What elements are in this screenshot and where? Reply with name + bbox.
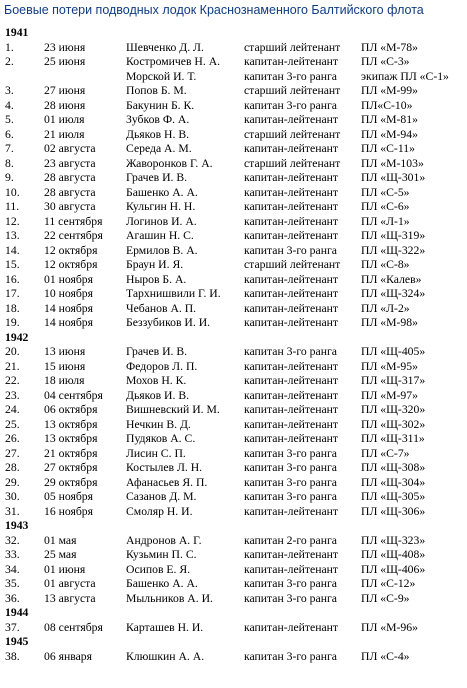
- submarine-name: ПЛ «Л-2»: [361, 301, 410, 315]
- table-row: [5, 432, 465, 447]
- commander-rank: капитан 3-го ранга: [244, 69, 337, 83]
- commander-name: Ермилов В. А.: [126, 243, 198, 257]
- commander-name: Костылев Л. Н.: [126, 461, 203, 474]
- table-row: [5, 418, 465, 433]
- table-row: [5, 650, 465, 665]
- table-row: [5, 215, 465, 230]
- commander-rank: капитан 3-го ранга: [244, 243, 337, 257]
- submarine-name: ПЛ «С-8»: [361, 258, 410, 271]
- commander-name: Грачев И. В.: [126, 171, 188, 184]
- table-row: [5, 374, 465, 389]
- table-row: [5, 360, 465, 375]
- row-number: 7.: [5, 142, 14, 155]
- submarine-name: ПЛ «М-81»: [361, 113, 418, 126]
- loss-date: 01 июля: [44, 113, 85, 126]
- submarine-name: ПЛ «Щ-306»: [361, 504, 426, 518]
- commander-rank: капитан 3-го ранга: [244, 490, 337, 503]
- commander-name: Костромичев Н. А.: [126, 55, 221, 68]
- table-row: [5, 316, 465, 331]
- submarine-name: ПЛ «С-7»: [361, 446, 410, 460]
- row-number: 19.: [5, 316, 20, 329]
- commander-rank: капитан-лейтенант: [244, 229, 339, 242]
- commander-name: Осипов Е. Я.: [126, 562, 191, 576]
- submarine-name: ПЛ «Щ-317»: [361, 374, 426, 387]
- row-number: 6.: [5, 127, 14, 141]
- loss-date: 12 октября: [44, 258, 98, 271]
- loss-date: 06 октября: [44, 403, 98, 416]
- submarine-name: ПЛ «М-95»: [361, 359, 418, 373]
- loss-date: 05 ноября: [44, 490, 94, 503]
- row-number: 22.: [5, 374, 20, 387]
- table-row: [5, 447, 465, 462]
- row-number: 29.: [5, 475, 20, 489]
- submarine-name: ПЛ «С-3»: [361, 55, 410, 68]
- year-heading: 1944: [5, 606, 29, 619]
- loss-date: 29 октября: [44, 475, 98, 489]
- submarine-name: ПЛ «М-94»: [361, 127, 418, 141]
- submarine-name: ПЛ «Щ-324»: [361, 287, 426, 300]
- loss-date: 15 июня: [44, 359, 86, 373]
- commander-name: Клюшкин А. А.: [126, 649, 205, 663]
- row-number: 36.: [5, 591, 20, 605]
- submarine-name: ПЛ «Щ-305»: [361, 490, 426, 503]
- table-row: [5, 84, 465, 99]
- commander-name: Федоров Л. П.: [126, 359, 198, 373]
- commander-name: Тархнишвили Г. И.: [126, 287, 221, 300]
- commander-name: Лисин С. П.: [126, 446, 186, 460]
- loss-date: 01 мая: [44, 533, 77, 547]
- losses-table: [5, 26, 465, 664]
- row-number: 35.: [5, 577, 20, 590]
- table-row: [5, 403, 465, 418]
- commander-name: Жаворонков Г. А.: [126, 156, 213, 170]
- row-number: 15.: [5, 258, 20, 271]
- table-row: [5, 99, 465, 114]
- loss-date: 28 августа: [44, 171, 96, 184]
- commander-name: Беззубиков И. И.: [126, 316, 211, 329]
- loss-date: 21 июля: [44, 127, 85, 141]
- submarine-name: ПЛ «Щ-322»: [361, 243, 426, 257]
- loss-date: 25 июня: [44, 55, 86, 68]
- commander-name: Кульгин Н. Н.: [126, 200, 196, 213]
- commander-name: Башенко А. А.: [126, 185, 198, 199]
- commander-rank: капитан-лейтенант: [244, 374, 339, 387]
- row-number: 5.: [5, 113, 14, 126]
- commander-rank: капитан 3-го ранга: [244, 446, 337, 460]
- loss-date: 08 сентября: [44, 620, 103, 634]
- commander-rank: капитан-лейтенант: [244, 55, 339, 68]
- row-number: 23.: [5, 388, 20, 402]
- loss-date: 01 августа: [44, 577, 96, 590]
- commander-name: Кузьмин П. С.: [126, 548, 197, 561]
- loss-date: 13 октября: [44, 432, 98, 445]
- table-row: [5, 476, 465, 491]
- row-number: 11.: [5, 200, 20, 213]
- table-row: [5, 244, 465, 259]
- submarine-name: ПЛ «Щ-311»: [361, 432, 425, 445]
- submarine-name: ПЛ «М-96»: [361, 620, 418, 634]
- commander-rank: капитан-лейтенант: [244, 171, 339, 184]
- loss-date: 01 ноября: [44, 272, 94, 286]
- commander-rank: капитан-лейтенант: [244, 272, 339, 286]
- submarine-name: ПЛ «Л-1»: [361, 214, 410, 228]
- table-row: [5, 563, 465, 578]
- row-number: 24.: [5, 403, 20, 416]
- commander-name: Сазанов Д. М.: [126, 490, 197, 503]
- row-number: 34.: [5, 562, 20, 576]
- table-row: [5, 461, 465, 476]
- loss-date: 04 сентября: [44, 388, 103, 402]
- table-row: [5, 302, 465, 317]
- submarine-name: экипаж ПЛ «С-1»: [361, 69, 449, 83]
- loss-date: 01 июня: [44, 562, 86, 576]
- row-number: 1.: [5, 40, 14, 54]
- commander-rank: капитан 3-го ранга: [244, 475, 337, 489]
- commander-name: Бакунин Б. К.: [126, 98, 195, 112]
- row-number: 2.: [5, 55, 14, 68]
- submarine-name: ПЛ «Щ-302»: [361, 417, 426, 431]
- loss-date: 25 мая: [44, 548, 77, 561]
- loss-date: 21 октября: [44, 446, 98, 460]
- submarine-name: ПЛ «С-12»: [361, 577, 416, 590]
- submarine-name: ПЛ «М-103»: [361, 156, 424, 170]
- commander-rank: капитан-лейтенант: [244, 403, 339, 416]
- commander-name: Морской И. Т.: [126, 69, 197, 83]
- loss-date: 27 октября: [44, 461, 98, 474]
- table-row: [5, 505, 465, 520]
- submarine-name: ПЛ «С-4»: [361, 649, 410, 663]
- loss-date: 23 июня: [44, 40, 86, 54]
- loss-date: 28 августа: [44, 185, 96, 199]
- year-heading: 1941: [5, 26, 29, 39]
- commander-name: Браун И. Я.: [126, 258, 184, 271]
- commander-rank: капитан-лейтенант: [244, 548, 339, 561]
- table-row: [5, 258, 465, 273]
- row-number: 3.: [5, 84, 14, 97]
- commander-rank: капитан-лейтенант: [244, 301, 339, 315]
- table-row: [5, 128, 465, 143]
- row-number: 4.: [5, 98, 14, 112]
- loss-date: 12 октября: [44, 243, 98, 257]
- commander-rank: старший лейтенант: [244, 156, 341, 170]
- table-row: [5, 345, 465, 360]
- row-number: 30.: [5, 490, 20, 503]
- commander-name: Афанасьев Я. П.: [126, 475, 208, 489]
- loss-date: 06 января: [44, 649, 93, 663]
- commander-rank: капитан 2-го ранга: [244, 533, 337, 547]
- row-number: 21.: [5, 359, 20, 373]
- year-heading: 1943: [5, 519, 29, 532]
- loss-date: 13 октября: [44, 417, 98, 431]
- table-row: [5, 229, 465, 244]
- commander-rank: капитан-лейтенант: [244, 620, 339, 634]
- submarine-name: ПЛ «М-99»: [361, 84, 418, 97]
- commander-rank: капитан-лейтенант: [244, 388, 339, 402]
- table-row: [5, 41, 465, 56]
- commander-name: Грачев И. В.: [126, 345, 188, 358]
- table-row: [5, 592, 465, 607]
- commander-name: Дьяков Н. В.: [126, 127, 190, 141]
- submarine-name: ПЛ «С-6»: [361, 200, 410, 213]
- commander-rank: капитан 3-го ранга: [244, 345, 337, 358]
- submarine-name: ПЛ«С-10»: [361, 98, 413, 112]
- commander-name: Дьяков И. В.: [126, 388, 190, 402]
- commander-name: Карташев Н. И.: [126, 620, 204, 634]
- loss-date: 27 июня: [44, 84, 86, 97]
- submarine-name: ПЛ «Щ-320»: [361, 403, 426, 416]
- loss-date: 16 ноября: [44, 504, 94, 518]
- submarine-name: ПЛ «Щ-319»: [361, 229, 426, 242]
- row-number: 18.: [5, 301, 20, 315]
- commander-name: Нечкин В. Д.: [126, 417, 191, 431]
- loss-date: 13 июня: [44, 345, 86, 358]
- commander-rank: капитан-лейтенант: [244, 185, 339, 199]
- row-number: 28.: [5, 461, 20, 474]
- submarine-name: ПЛ «Щ-304»: [361, 475, 426, 489]
- table-row: [5, 548, 465, 563]
- commander-rank: капитан 3-го ранга: [244, 591, 337, 605]
- loss-date: 30 августа: [44, 200, 96, 213]
- row-number: 14.: [5, 243, 20, 257]
- commander-rank: капитан-лейтенант: [244, 359, 339, 373]
- table-row: [5, 186, 465, 201]
- row-number: 31.: [5, 504, 20, 518]
- year-heading: 1942: [5, 330, 29, 344]
- commander-rank: капитан 3-го ранга: [244, 649, 337, 663]
- table-row: [5, 200, 465, 215]
- commander-name: Зубков Ф. А.: [126, 113, 190, 126]
- table-row: [5, 389, 465, 404]
- commander-rank: капитан-лейтенант: [244, 417, 339, 431]
- submarine-name: ПЛ «Калев»: [361, 272, 422, 286]
- commander-rank: капитан-лейтенант: [244, 142, 339, 155]
- submarine-name: ПЛ «М-97»: [361, 388, 418, 402]
- commander-rank: капитан 3-го ранга: [244, 98, 337, 112]
- commander-name: Логинов И. А.: [126, 214, 197, 228]
- table-row: [5, 55, 465, 70]
- commander-name: Попов Б. М.: [126, 84, 187, 97]
- loss-date: 14 ноября: [44, 301, 94, 315]
- row-number: 33.: [5, 548, 20, 561]
- row-number: 27.: [5, 446, 20, 460]
- table-row: [5, 157, 465, 172]
- commander-rank: капитан-лейтенант: [244, 200, 339, 213]
- loss-date: 18 июля: [44, 374, 85, 387]
- commander-name: Ныров Б. А.: [126, 272, 187, 286]
- loss-date: 11 сентября: [44, 214, 103, 228]
- row-number: 38.: [5, 649, 20, 663]
- table-row: [5, 171, 465, 186]
- loss-date: 13 августа: [44, 591, 96, 605]
- row-number: 12.: [5, 214, 20, 228]
- table-row: [5, 142, 465, 157]
- submarine-name: ПЛ «Щ-408»: [361, 548, 426, 561]
- commander-rank: капитан 3-го ранга: [244, 577, 337, 590]
- commander-rank: старший лейтенант: [244, 127, 341, 141]
- row-number: 20.: [5, 345, 20, 358]
- submarine-name: ПЛ «Щ-405»: [361, 345, 426, 358]
- commander-name: Чебанов А. П.: [126, 301, 197, 315]
- table-row: [5, 273, 465, 288]
- table-row: [5, 490, 465, 505]
- commander-rank: капитан-лейтенант: [244, 432, 339, 445]
- commander-rank: капитан-лейтенант: [244, 113, 339, 126]
- commander-name: Мохов Н. К.: [126, 374, 187, 387]
- loss-date: 02 августа: [44, 142, 96, 155]
- commander-rank: капитан-лейтенант: [244, 316, 339, 329]
- commander-name: Пудяков А. С.: [126, 432, 196, 445]
- commander-name: Вишневский И. М.: [126, 403, 220, 416]
- loss-date: 14 ноября: [44, 316, 94, 329]
- submarine-name: ПЛ «М-78»: [361, 40, 418, 54]
- commander-name: Шевченко Д. Л.: [126, 40, 204, 54]
- commander-name: Башенко А. А.: [126, 577, 198, 590]
- row-number: 32.: [5, 533, 20, 547]
- row-number: 16.: [5, 272, 20, 286]
- commander-rank: старший лейтенант: [244, 40, 341, 54]
- table-row: [5, 577, 465, 592]
- submarine-name: ПЛ «С-5»: [361, 185, 410, 199]
- table-row: [5, 534, 465, 549]
- row-number: 9.: [5, 171, 14, 184]
- row-number: 10.: [5, 185, 20, 199]
- commander-rank: капитан-лейтенант: [244, 287, 339, 300]
- year-heading: 1945: [5, 635, 29, 648]
- submarine-name: ПЛ «Щ-406»: [361, 562, 426, 576]
- row-number: 8.: [5, 156, 14, 170]
- page-title: Боевые потери подводных лодок Краснознаменного Балтийского флота: [4, 3, 424, 17]
- row-number: 26.: [5, 432, 20, 445]
- commander-rank: старший лейтенант: [244, 84, 341, 97]
- commander-name: Смоляр Н. И.: [126, 504, 193, 518]
- loss-date: 22 сентября: [44, 229, 103, 242]
- commander-rank: капитан-лейтенант: [244, 214, 339, 228]
- row-number: 13.: [5, 229, 20, 242]
- table-row: [5, 621, 465, 636]
- row-number: 25.: [5, 417, 20, 431]
- commander-name: Середа А. М.: [126, 142, 192, 155]
- row-number: 37.: [5, 620, 20, 634]
- submarine-name: ПЛ «Щ-308»: [361, 461, 426, 474]
- commander-name: Мыльников А. И.: [126, 591, 213, 605]
- submarine-name: ПЛ «С-9»: [361, 591, 410, 605]
- submarine-name: ПЛ «Щ-323»: [361, 533, 426, 547]
- submarine-name: ПЛ «Щ-301»: [361, 171, 426, 184]
- commander-rank: капитан-лейтенант: [244, 562, 339, 576]
- commander-rank: капитан-лейтенант: [244, 504, 339, 518]
- table-row: [5, 113, 465, 128]
- submarine-name: ПЛ «С-11»: [361, 142, 415, 155]
- commander-name: Андронов А. Г.: [126, 533, 202, 547]
- loss-date: 10 ноября: [44, 287, 94, 300]
- loss-date: 23 августа: [44, 156, 96, 170]
- submarine-name: ПЛ «М-98»: [361, 316, 418, 329]
- loss-date: 28 июня: [44, 98, 86, 112]
- commander-name: Агашин Н. С.: [126, 229, 194, 242]
- commander-rank: старший лейтенант: [244, 258, 341, 271]
- table-row: [5, 70, 465, 85]
- row-number: 17.: [5, 287, 20, 300]
- commander-rank: капитан 3-го ранга: [244, 461, 337, 474]
- table-row: [5, 287, 465, 302]
